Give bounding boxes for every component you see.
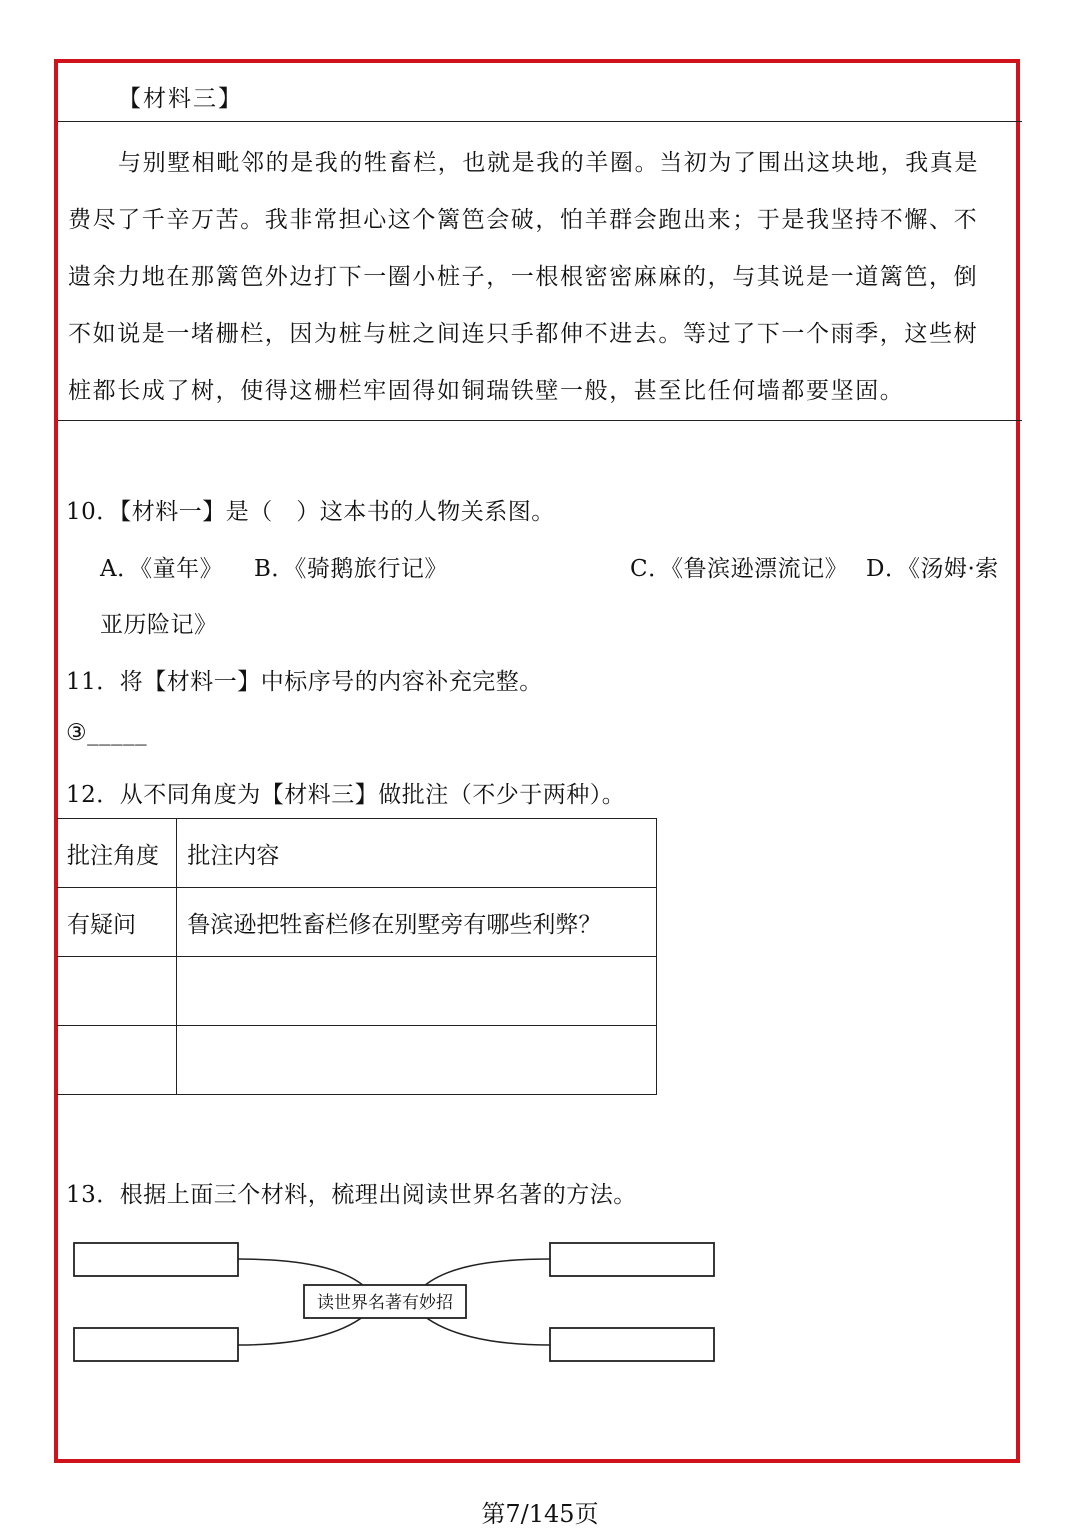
passage-line-2: 费尽了千辛万苦。我非常担心这个篱笆会破，怕羊群会跑出来；于是我坚持不懈、不 — [68, 207, 979, 233]
material-three-title: 【材料三】 — [118, 86, 243, 112]
table-header-content: 批注内容 — [177, 819, 657, 888]
question-11-blank: ③_____ — [66, 720, 148, 746]
question-10-option-d-cont: 亚历险记》 — [100, 612, 218, 638]
table-header-angle: 批注角度 — [57, 819, 177, 888]
divider-top — [58, 121, 1022, 122]
connector-bottom-left — [238, 1316, 364, 1345]
question-11-stem: 11．将【材料一】中标序号的内容补充完整。 — [66, 669, 543, 695]
table-row — [57, 957, 657, 1026]
question-10-stem: 10．【材料一】是（ ）这本书的人物关系图。 — [66, 499, 555, 525]
question-10-option-d: D．《汤姆·索 — [866, 556, 999, 582]
answer-box-bottom-left[interactable] — [74, 1328, 238, 1361]
divider-bottom — [58, 420, 1022, 421]
connector-bottom-right — [424, 1316, 550, 1345]
table-row — [57, 1026, 657, 1095]
answer-box-top-right[interactable] — [550, 1243, 714, 1276]
answer-box-top-left[interactable] — [74, 1243, 238, 1276]
table-cell-angle: 有疑问 — [57, 888, 177, 957]
connector-top-right — [424, 1259, 550, 1286]
table-cell-content-blank[interactable] — [177, 1026, 657, 1095]
center-label: 读世界名著有妙招 — [317, 1293, 453, 1313]
table-cell-angle-blank[interactable] — [57, 957, 177, 1026]
page-number: 第7/145页 — [481, 1500, 599, 1528]
table-cell-angle-blank[interactable] — [57, 1026, 177, 1095]
passage-line-1: 与别墅相毗邻的是我的牲畜栏，也就是我的羊圈。当初为了围出这块地，我真是 — [118, 150, 979, 176]
question-13-stem: 13．根据上面三个材料，梳理出阅读世界名著的方法。 — [66, 1182, 637, 1208]
question-10-option-a: A．《童年》 — [100, 556, 224, 582]
table-header-row — [57, 819, 657, 888]
question-10-option-b: B．《骑鹅旅行记》 — [254, 556, 448, 582]
passage-line-4: 不如说是一堵栅栏，因为桩与桩之间连只手都伸不进去。等过了下一个雨季，这些树 — [68, 321, 979, 347]
table-row — [57, 888, 657, 957]
connector-top-left — [238, 1259, 364, 1286]
question-10-option-c: C．《鲁滨逊漂流记》 — [630, 556, 849, 582]
table-cell-content: 鲁滨逊把牲畜栏修在别墅旁有哪些利弊？ — [177, 888, 657, 957]
table-cell-content-blank[interactable] — [177, 957, 657, 1026]
passage-line-3: 遗余力地在那篱笆外边打下一圈小桩子，一根根密密麻麻的，与其说是一道篱笆，倒 — [68, 264, 979, 290]
passage-line-5: 桩都长成了树，使得这栅栏牢固得如铜瑞铁壁一般，甚至比任何墙都要坚固。 — [68, 378, 905, 404]
annotation-table — [57, 818, 657, 1095]
question-12-stem: 12．从不同角度为【材料三】做批注（不少于两种）。 — [66, 782, 626, 808]
answer-box-bottom-right[interactable] — [550, 1328, 714, 1361]
mind-map — [72, 1238, 722, 1368]
